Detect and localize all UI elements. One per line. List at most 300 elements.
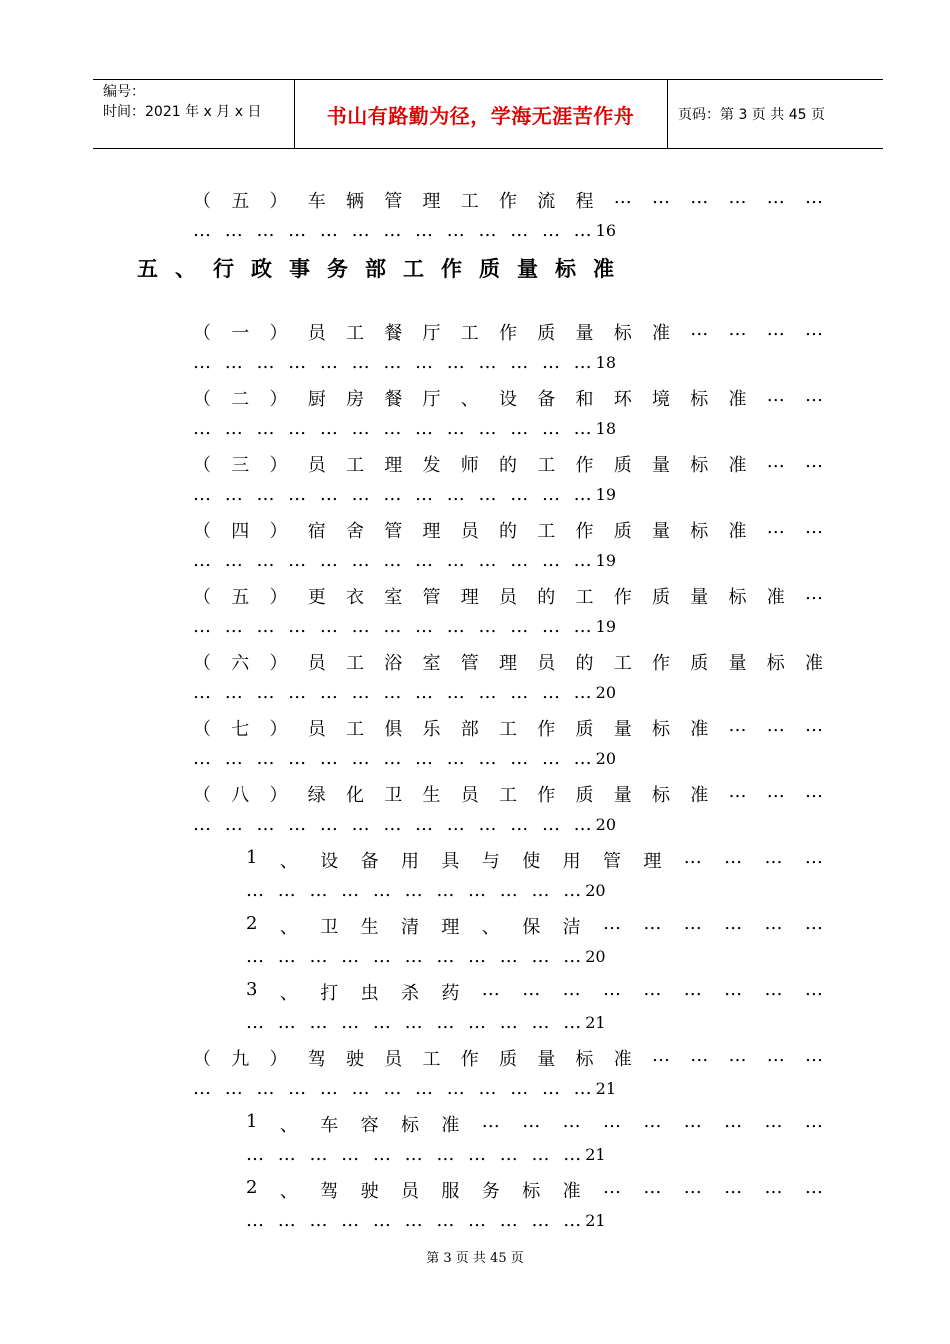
toc-char: 五 bbox=[231, 191, 250, 212]
leader-dots: … … … … … … … … … … … … … bbox=[193, 748, 596, 769]
toc-char: 工 bbox=[499, 719, 517, 740]
toc-char: 车 bbox=[320, 1115, 339, 1136]
toc-entry-leader bbox=[193, 616, 616, 637]
toc-char: 工 bbox=[346, 719, 364, 740]
toc-char: （ bbox=[193, 587, 211, 608]
toc-char: 务 bbox=[481, 1181, 500, 1202]
toc-char: … bbox=[652, 187, 670, 208]
toc-char: 餐 bbox=[384, 323, 403, 344]
toc-char: 流 bbox=[537, 191, 556, 212]
toc-char: … bbox=[766, 781, 785, 802]
toc-char: 标 bbox=[766, 653, 785, 674]
toc-char: 保 bbox=[522, 917, 541, 938]
page-footer: 第 3 页 共 45 页 bbox=[426, 1251, 524, 1266]
toc-char: 2 bbox=[246, 913, 258, 934]
toc-char: 标 bbox=[522, 1181, 541, 1202]
toc-char: 质 bbox=[613, 521, 632, 542]
toc-char: （ bbox=[193, 719, 211, 740]
toc-char: … bbox=[804, 1177, 823, 1198]
toc-char: 作 bbox=[460, 1049, 479, 1070]
toc-char: … bbox=[805, 1045, 823, 1066]
toc-char: … bbox=[764, 1111, 783, 1132]
toc-entry-leader bbox=[246, 1144, 606, 1165]
toc-entry-label[interactable] bbox=[246, 979, 823, 1003]
toc-char: … bbox=[728, 1045, 747, 1066]
toc-char: 、 bbox=[279, 1181, 298, 1202]
toc-char: … bbox=[613, 187, 632, 208]
leader-dots: … … … … … … … … … … … … … bbox=[193, 616, 596, 637]
toc-char: 衣 bbox=[346, 587, 364, 608]
toc-char: 发 bbox=[422, 455, 441, 476]
toc-char: 生 bbox=[360, 917, 379, 938]
toc-char: 环 bbox=[613, 389, 632, 410]
toc-char: 员 bbox=[307, 653, 326, 674]
toc-page-number: 18 bbox=[595, 353, 617, 372]
toc-char: 员 bbox=[384, 1049, 403, 1070]
toc-char: … bbox=[804, 1111, 823, 1132]
heading-char: 质 bbox=[479, 257, 500, 281]
toc-char: 、 bbox=[460, 389, 479, 410]
toc-char: 量 bbox=[690, 587, 709, 608]
toc-char: 量 bbox=[613, 719, 632, 740]
toc-char: 标 bbox=[690, 455, 709, 476]
toc-char: … bbox=[724, 1111, 743, 1132]
toc-char: （ bbox=[193, 521, 211, 542]
heading-char: 部 bbox=[365, 257, 386, 281]
toc-char: 境 bbox=[652, 389, 670, 410]
header-motto: 书山有路勤为径，学海无涯苦作舟 bbox=[326, 104, 635, 128]
toc-entry-leader bbox=[193, 748, 616, 769]
toc-char: 管 bbox=[384, 521, 403, 542]
toc-char: 设 bbox=[320, 851, 339, 872]
toc-char: 的 bbox=[575, 653, 594, 674]
toc-char: 打 bbox=[320, 983, 339, 1004]
toc-char: … bbox=[766, 385, 785, 406]
toc-char: 与 bbox=[481, 851, 500, 872]
toc-char: 工 bbox=[346, 323, 364, 344]
heading-char: 五 bbox=[137, 257, 158, 281]
toc-char: 七 bbox=[231, 719, 250, 740]
toc-char: 1 bbox=[246, 1111, 258, 1132]
toc-char: 厅 bbox=[422, 389, 441, 410]
toc-char: ） bbox=[269, 521, 288, 542]
toc-page-number: 21 bbox=[595, 1079, 617, 1098]
toc-char: … bbox=[643, 979, 662, 1000]
leader-dots: … … … … … … … … … … … … … bbox=[193, 550, 596, 571]
leader-dots: … … … … … … … … … … … … … bbox=[193, 682, 596, 703]
toc-char: 清 bbox=[401, 917, 420, 938]
toc-char: … bbox=[643, 1111, 662, 1132]
toc-char: 理 bbox=[460, 587, 479, 608]
toc-char: … bbox=[724, 979, 743, 1000]
toc-char: 四 bbox=[231, 521, 250, 542]
toc-char: 生 bbox=[422, 785, 441, 806]
toc-char: 用 bbox=[562, 851, 581, 872]
toc-char: 化 bbox=[346, 785, 364, 806]
toc-char: 、 bbox=[279, 851, 298, 872]
toc-entry-leader bbox=[193, 352, 616, 373]
toc-char: 标 bbox=[690, 521, 709, 542]
toc-char: 员 bbox=[307, 323, 326, 344]
toc-char: … bbox=[643, 913, 662, 934]
toc-char: 卫 bbox=[320, 917, 339, 938]
toc-page-number: 19 bbox=[595, 551, 617, 570]
toc-char: … bbox=[728, 715, 747, 736]
toc-entry-label[interactable] bbox=[246, 847, 823, 871]
heading-char: 工 bbox=[403, 257, 424, 281]
toc-char: 工 bbox=[499, 785, 517, 806]
toc-char: 备 bbox=[537, 389, 556, 410]
toc-char: 车 bbox=[307, 191, 326, 212]
toc-char: … bbox=[764, 1177, 783, 1198]
toc-entry-label[interactable] bbox=[193, 1045, 823, 1069]
toc-entry-label[interactable] bbox=[246, 1177, 823, 1201]
toc-char: 虫 bbox=[360, 983, 379, 1004]
toc-char: （ bbox=[193, 389, 211, 410]
toc-char: … bbox=[766, 319, 785, 340]
toc-char: ） bbox=[269, 191, 288, 212]
toc-char: 量 bbox=[575, 323, 594, 344]
toc-char: 质 bbox=[499, 1049, 517, 1070]
toc-entry-leader bbox=[193, 220, 616, 241]
toc-char: 五 bbox=[231, 587, 250, 608]
toc-char: … bbox=[805, 385, 823, 406]
toc-char: 餐 bbox=[384, 389, 403, 410]
toc-char: 员 bbox=[307, 719, 326, 740]
heading-char: 行 bbox=[213, 257, 234, 281]
toc-char: 驶 bbox=[346, 1049, 364, 1070]
heading-char: 量 bbox=[517, 257, 538, 281]
toc-char: 理 bbox=[384, 455, 403, 476]
toc-entry-label[interactable] bbox=[193, 649, 823, 673]
toc-char: 工 bbox=[346, 653, 364, 674]
toc-char: 员 bbox=[499, 587, 517, 608]
toc-char: 准 bbox=[441, 1115, 460, 1136]
toc-char: ） bbox=[269, 719, 288, 740]
leader-dots: … … … … … … … … … … … … … bbox=[193, 484, 596, 505]
leader-dots: … … … … … … … … … … … bbox=[246, 946, 586, 967]
toc-char: （ bbox=[193, 785, 211, 806]
toc-char: 厨 bbox=[307, 389, 326, 410]
header-page-label: 页码：第 3 页 共 45 页 bbox=[678, 107, 825, 123]
toc-char: 药 bbox=[441, 983, 460, 1004]
toc-char: 量 bbox=[652, 521, 670, 542]
toc-char: 准 bbox=[690, 719, 709, 740]
toc-char: 乐 bbox=[422, 719, 441, 740]
toc-char: 用 bbox=[401, 851, 420, 872]
toc-char: … bbox=[766, 715, 785, 736]
leader-dots: … … … … … … … … … … … bbox=[246, 1012, 586, 1033]
toc-entry-label[interactable] bbox=[193, 385, 823, 409]
toc-char: … bbox=[804, 979, 823, 1000]
toc-char: 房 bbox=[346, 389, 364, 410]
toc-char: 理 bbox=[441, 917, 460, 938]
toc-entry-leader bbox=[246, 1012, 606, 1033]
toc-char: 工 bbox=[460, 323, 479, 344]
toc-char: 备 bbox=[360, 851, 379, 872]
toc-char: 的 bbox=[499, 455, 517, 476]
toc-char: 室 bbox=[422, 653, 441, 674]
toc-char: 准 bbox=[728, 455, 747, 476]
toc-char: 作 bbox=[575, 455, 594, 476]
toc-char: 工 bbox=[537, 521, 556, 542]
toc-char: 准 bbox=[652, 323, 670, 344]
leader-dots: … … … … … … … … … … … … … bbox=[193, 814, 596, 835]
toc-char: … bbox=[602, 1177, 621, 1198]
toc-char: 八 bbox=[231, 785, 250, 806]
toc-char: … bbox=[805, 781, 823, 802]
toc-char: 标 bbox=[690, 389, 709, 410]
toc-char: … bbox=[766, 1045, 785, 1066]
toc-char: 标 bbox=[728, 587, 747, 608]
toc-char: 设 bbox=[499, 389, 517, 410]
toc-char: … bbox=[683, 913, 702, 934]
toc-char: 标 bbox=[652, 719, 670, 740]
toc-char: … bbox=[602, 913, 621, 934]
toc-entry-label[interactable] bbox=[193, 319, 823, 343]
toc-char: … bbox=[764, 847, 783, 868]
leader-dots: … … … … … … … … … … … … … bbox=[193, 1078, 596, 1099]
leader-dots: … … … … … … … … … … … bbox=[246, 1210, 586, 1231]
toc-char: … bbox=[683, 1111, 702, 1132]
toc-char: 作 bbox=[537, 785, 556, 806]
toc-char: … bbox=[683, 847, 702, 868]
leader-dots: … … … … … … … … … … … … … bbox=[193, 418, 596, 439]
toc-char: 质 bbox=[537, 323, 556, 344]
toc-char: 绿 bbox=[307, 785, 326, 806]
toc-char: … bbox=[724, 1177, 743, 1198]
toc-char: 准 bbox=[766, 587, 785, 608]
toc-char: 辆 bbox=[346, 191, 364, 212]
heading-char: 政 bbox=[251, 257, 272, 281]
toc-char: 员 bbox=[307, 455, 326, 476]
toc-char: 宿 bbox=[307, 521, 326, 542]
toc-char: … bbox=[562, 979, 581, 1000]
toc-char: 管 bbox=[384, 191, 403, 212]
toc-page-number: 20 bbox=[585, 947, 606, 966]
toc-char: 舍 bbox=[346, 521, 364, 542]
toc-char: … bbox=[683, 1177, 702, 1198]
leader-dots: … … … … … … … … … … … bbox=[246, 880, 586, 901]
toc-entry-leader bbox=[193, 550, 616, 571]
toc-char: … bbox=[602, 1111, 621, 1132]
toc-entry-label[interactable] bbox=[246, 1111, 823, 1135]
heading-char: 事 bbox=[289, 257, 310, 281]
toc-char: 管 bbox=[602, 851, 621, 872]
toc-char: 作 bbox=[575, 521, 594, 542]
toc-char: （ bbox=[193, 191, 211, 212]
toc-char: 工 bbox=[613, 653, 632, 674]
toc-char: … bbox=[728, 319, 747, 340]
toc-char: 工 bbox=[537, 455, 556, 476]
toc-page-number: 20 bbox=[585, 881, 606, 900]
toc-char: … bbox=[766, 451, 785, 472]
number-label: 编号： bbox=[103, 84, 145, 100]
toc-char: 作 bbox=[499, 323, 517, 344]
toc-char: 理 bbox=[643, 851, 662, 872]
toc-char: 2 bbox=[246, 1177, 258, 1198]
toc-char: 作 bbox=[537, 719, 556, 740]
toc-char: 卫 bbox=[384, 785, 403, 806]
toc-char: 3 bbox=[246, 979, 258, 1000]
toc-char: 量 bbox=[728, 653, 747, 674]
toc-entry-leader bbox=[246, 1210, 606, 1231]
toc-char: 、 bbox=[481, 917, 500, 938]
toc-char: … bbox=[481, 979, 500, 1000]
toc-char: … bbox=[764, 979, 783, 1000]
toc-char: … bbox=[728, 781, 747, 802]
toc-entry-leader bbox=[193, 1078, 616, 1099]
toc-entry-label[interactable] bbox=[193, 451, 823, 475]
toc-char: 员 bbox=[460, 785, 479, 806]
toc-char: 准 bbox=[728, 389, 747, 410]
toc-char: … bbox=[522, 1111, 541, 1132]
toc-char: … bbox=[766, 187, 785, 208]
toc-char: 服 bbox=[441, 1181, 460, 1202]
toc-page-number: 20 bbox=[595, 683, 617, 702]
toc-char: 质 bbox=[652, 587, 670, 608]
toc-char: 俱 bbox=[384, 719, 403, 740]
toc-char: 准 bbox=[562, 1181, 581, 1202]
toc-char: 准 bbox=[805, 653, 823, 674]
heading-char: 、 bbox=[175, 257, 196, 281]
toc-char: 六 bbox=[231, 653, 250, 674]
toc-char: 杀 bbox=[401, 983, 420, 1004]
toc-page-number: 20 bbox=[595, 749, 617, 768]
toc-char: 标 bbox=[401, 1115, 420, 1136]
toc-char: 质 bbox=[575, 785, 594, 806]
toc-char: … bbox=[562, 1111, 581, 1132]
toc-char: 理 bbox=[422, 521, 441, 542]
toc-entry-label[interactable] bbox=[193, 715, 823, 739]
toc-char: 工 bbox=[422, 1049, 441, 1070]
toc-char: 容 bbox=[360, 1115, 379, 1136]
toc-char: 的 bbox=[537, 587, 556, 608]
toc-char: … bbox=[805, 517, 823, 538]
toc-page-number: 18 bbox=[595, 419, 617, 438]
toc-char: 师 bbox=[460, 455, 479, 476]
toc-char: 、 bbox=[279, 917, 298, 938]
toc-entry-leader bbox=[246, 880, 606, 901]
leader-dots: … … … … … … … … … … … … … bbox=[193, 352, 596, 373]
toc-char: 质 bbox=[575, 719, 594, 740]
toc-char: 准 bbox=[613, 1049, 632, 1070]
toc-char: 驾 bbox=[320, 1181, 339, 1202]
toc-char: ） bbox=[269, 1049, 288, 1070]
toc-char: ） bbox=[269, 389, 288, 410]
toc-char: 浴 bbox=[384, 653, 403, 674]
toc-char: … bbox=[690, 1045, 709, 1066]
toc-char: 二 bbox=[231, 389, 250, 410]
toc-char: 部 bbox=[460, 719, 479, 740]
toc-char: （ bbox=[193, 1049, 211, 1070]
toc-page-number: 19 bbox=[595, 617, 617, 636]
time-label: 时间：2021 年 x 月 x 日 bbox=[103, 104, 262, 120]
toc-char: 厅 bbox=[422, 323, 441, 344]
toc-entry-leader bbox=[193, 814, 616, 835]
section-heading bbox=[137, 253, 631, 283]
toc-char: 员 bbox=[537, 653, 556, 674]
heading-char: 作 bbox=[441, 257, 462, 281]
toc-char: 工 bbox=[346, 455, 364, 476]
toc-entry-leader bbox=[193, 484, 616, 505]
toc-char: 使 bbox=[522, 851, 541, 872]
toc-entry-label[interactable] bbox=[193, 583, 823, 607]
toc-char: 洁 bbox=[562, 917, 581, 938]
toc-char: 量 bbox=[613, 785, 632, 806]
toc-char: 标 bbox=[613, 323, 632, 344]
toc-char: … bbox=[481, 1111, 500, 1132]
toc-char: 作 bbox=[499, 191, 517, 212]
leader-dots: … … … … … … … … … … … … … bbox=[193, 220, 596, 241]
toc-entry-leader bbox=[193, 418, 616, 439]
toc-char: 量 bbox=[652, 455, 670, 476]
toc-entry-label[interactable] bbox=[193, 781, 823, 805]
toc-char: … bbox=[766, 517, 785, 538]
toc-char: … bbox=[724, 847, 743, 868]
toc-char: 一 bbox=[231, 323, 250, 344]
toc-char: 具 bbox=[441, 851, 460, 872]
toc-char: 质 bbox=[690, 653, 709, 674]
toc-char: … bbox=[728, 187, 747, 208]
toc-char: 的 bbox=[499, 521, 517, 542]
heading-char: 准 bbox=[593, 257, 614, 281]
toc-char: … bbox=[724, 913, 743, 934]
toc-char: （ bbox=[193, 455, 211, 476]
toc-page-number: 21 bbox=[585, 1211, 606, 1230]
toc-page-number: 21 bbox=[585, 1013, 606, 1032]
toc-char: … bbox=[690, 187, 709, 208]
toc-char: … bbox=[764, 913, 783, 934]
toc-char: … bbox=[804, 847, 823, 868]
toc-char: 和 bbox=[575, 389, 594, 410]
toc-char: ） bbox=[269, 455, 288, 476]
toc-char: … bbox=[643, 1177, 662, 1198]
toc-char: 三 bbox=[231, 455, 250, 476]
toc-char: 室 bbox=[384, 587, 403, 608]
toc-char: … bbox=[805, 583, 823, 604]
toc-char: … bbox=[805, 715, 823, 736]
toc-char: ） bbox=[269, 653, 288, 674]
toc-char: 质 bbox=[613, 455, 632, 476]
toc-char: 标 bbox=[575, 1049, 594, 1070]
toc-char: （ bbox=[193, 323, 211, 344]
toc-char: … bbox=[602, 979, 621, 1000]
toc-char: … bbox=[805, 451, 823, 472]
toc-char: 管 bbox=[460, 653, 479, 674]
toc-char: 标 bbox=[652, 785, 670, 806]
toc-entry-label[interactable] bbox=[246, 913, 823, 937]
toc-entry-label[interactable] bbox=[193, 517, 823, 541]
toc-char: 九 bbox=[231, 1049, 250, 1070]
toc-char: 1 bbox=[246, 847, 258, 868]
toc-char: … bbox=[652, 1045, 670, 1066]
toc-char: 、 bbox=[279, 1115, 298, 1136]
toc-char: 驾 bbox=[307, 1049, 326, 1070]
toc-char: 理 bbox=[499, 653, 517, 674]
toc-page-number: 19 bbox=[595, 485, 617, 504]
leader-dots: … … … … … … … … … … … bbox=[246, 1144, 586, 1165]
toc-char: 、 bbox=[279, 983, 298, 1004]
toc-char: 量 bbox=[537, 1049, 556, 1070]
toc-char: 员 bbox=[460, 521, 479, 542]
toc-entry-label[interactable] bbox=[193, 187, 823, 211]
toc-char: … bbox=[805, 187, 823, 208]
toc-char: 作 bbox=[613, 587, 632, 608]
toc-page-number: 20 bbox=[595, 815, 617, 834]
toc-char: 程 bbox=[575, 191, 594, 212]
toc-char: … bbox=[805, 319, 823, 340]
